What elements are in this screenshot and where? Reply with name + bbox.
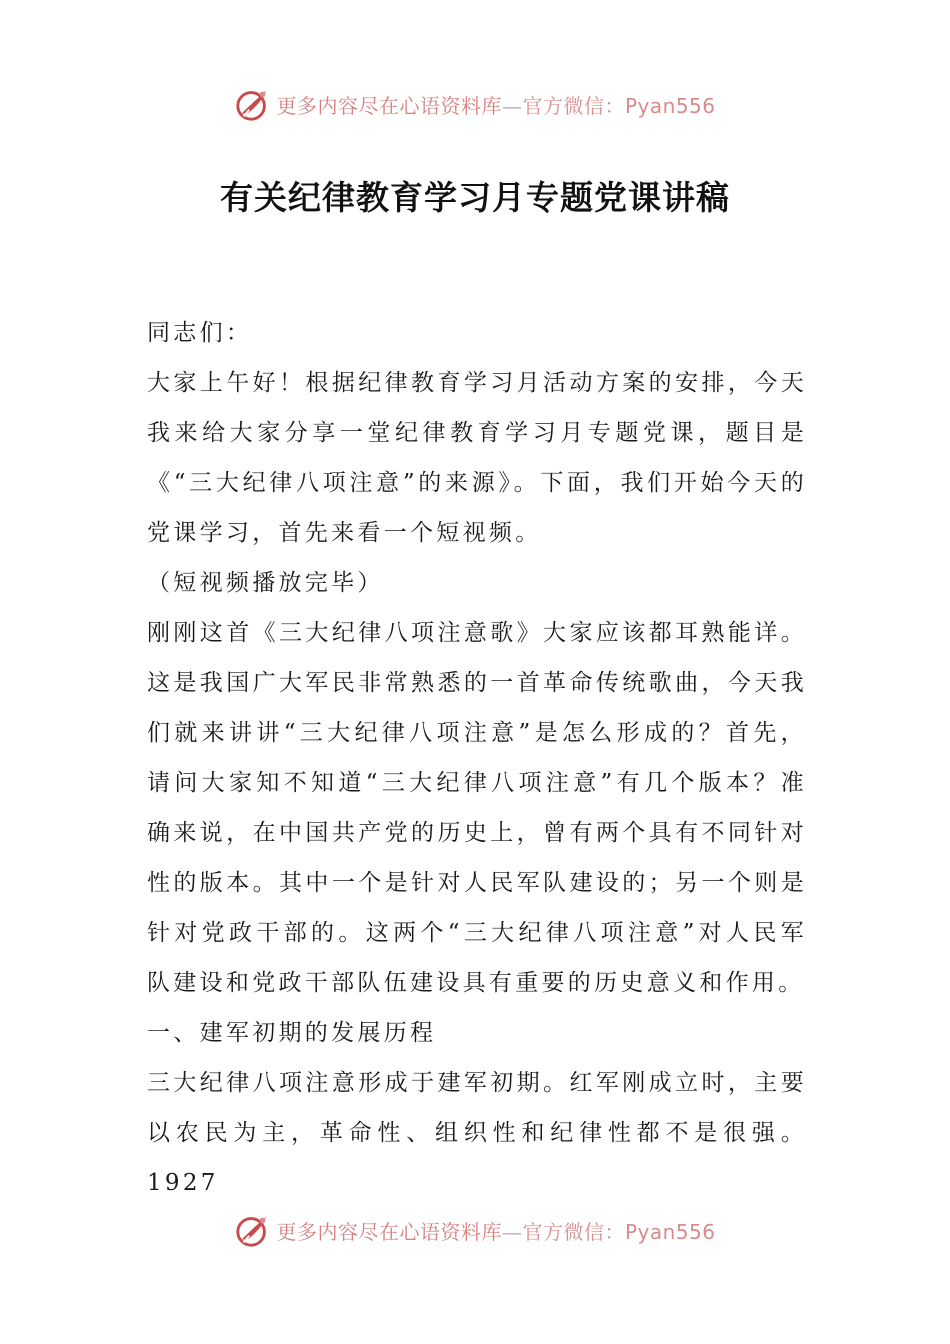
section-heading-1: 一、建军初期的发展历程 [147,1020,437,1046]
watermark-text [276,1216,715,1245]
paragraph-origin: 三大纪律八项注意形成于建军初期。红军刚成立时，主要以农民为主，革命性、组织性和纪律性都不是很强。1927 [147,1070,807,1196]
watermark-library: 更多内容尽在心语资料库 [276,93,502,118]
document-title: 有关纪律教育学习月专题党课讲稿 [220,178,730,217]
footer-watermark [0,1210,950,1250]
header-watermark [0,84,950,124]
watermark-wechat-label: 官方微信： [522,1219,625,1244]
watermark-text [276,90,715,119]
quill-pen-logo-icon [234,85,272,123]
paragraph-versions: 刚刚这首《三大纪律八项注意歌》大家应该都耳熟能详。这是我国广大军民非常熟悉的一首革命传统歌曲，今天我们就来讲讲“三大纪律八项注意”是怎么形成的？首先，请问大家知不知道“三大纪律八项注意”有几个版本？准确来说，在中国共产党的历史上，曾有两个具有不同针对性的版本。其中一个是针对人民军队建设的；另一个则是针对党政干部的。这两个“三大纪律八项注意”对人民军队建设和党政干部队伍建设具有重要的历史意义和作用。 [147,620,807,996]
watermark-wechat-label: 官方微信： [522,93,625,118]
watermark-account: Pyan556 [624,93,716,118]
document-body [147,308,807,1208]
paragraph-intro: 大家上午好！根据纪律教育学习月活动方案的安排，今天我来给大家分享一堂纪律教育学习月专题党课，题目是《“三大纪律八项注意”的来源》。下面，我们开始今天的党课学习，首先来看一个短视频。 [147,370,807,546]
paragraph-video-note: （短视频播放完毕） [147,570,384,596]
quill-pen-logo-icon [234,1211,272,1249]
watermark-separator: — [501,93,523,118]
watermark-account: Pyan556 [624,1219,716,1244]
watermark-separator: — [501,1219,523,1244]
paragraph-salutation: 同志们： [147,320,253,346]
watermark-library: 更多内容尽在心语资料库 [276,1219,502,1244]
